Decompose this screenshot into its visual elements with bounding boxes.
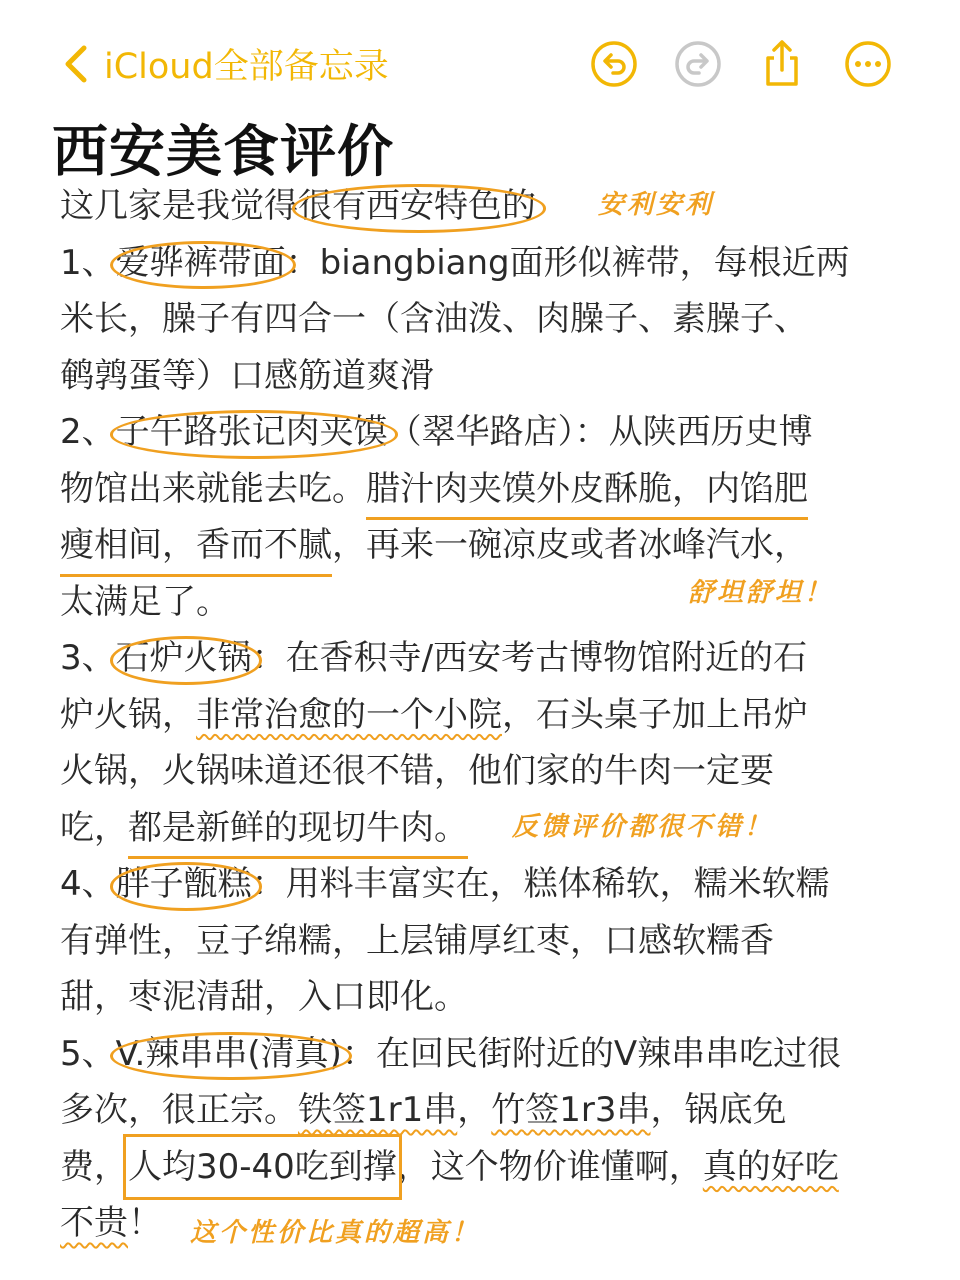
chevron-left-icon xyxy=(62,42,90,86)
item4-name: 胖子甑糕 xyxy=(116,856,252,913)
item3-text: ：在香积寺/西安考古博物馆附近的石 xyxy=(251,638,808,678)
redo-button[interactable] xyxy=(672,38,724,90)
item3-text: ，石头桌子加上吊炉 xyxy=(502,694,808,735)
item1-name: 爱骅裤带面 xyxy=(116,235,286,292)
undo-button[interactable] xyxy=(588,38,640,90)
item5-text: ， xyxy=(457,1090,492,1130)
item2-line3 xyxy=(60,517,910,574)
item1-line3: 鹌鹑蛋等）口感筋道爽滑 xyxy=(60,355,434,396)
item5-boxed: 人均30-40吃到撑 xyxy=(128,1139,397,1196)
item2-text: （翠华路店）：从陕西历史博 xyxy=(387,412,813,452)
item5-line2 xyxy=(60,1082,910,1139)
item5-wavy: 真的好吃 xyxy=(702,1146,839,1187)
item3-line2 xyxy=(60,687,910,744)
item1-line1 xyxy=(60,235,910,292)
item2-line2 xyxy=(60,461,910,518)
item5-text: ，这个物价谁懂啊， xyxy=(396,1146,703,1187)
item1-text: ：biangbiang面形似裤带，每根近两 xyxy=(285,242,850,283)
note-body[interactable] xyxy=(60,178,910,1252)
item2-number: 2、 xyxy=(60,412,116,452)
item5-text: ：在回民街附近的V辣串串吃过很 xyxy=(341,1033,842,1074)
more-icon xyxy=(842,38,894,90)
annotation-3: 反馈评价都很不错！ xyxy=(512,812,774,842)
item5-line3 xyxy=(60,1139,910,1196)
item1-line2: 米长，臊子有四合一（含油泼、肉臊子、素臊子、 xyxy=(60,299,808,339)
annotation-1: 安利安利 xyxy=(598,190,715,220)
share-icon xyxy=(756,38,808,90)
item3-text: 炉火锅， xyxy=(60,694,196,735)
back-label: iCloud全部备忘录 xyxy=(104,47,389,87)
note-toolbar xyxy=(0,0,960,120)
item3-wavy: 非常治愈的一个小院 xyxy=(196,694,502,735)
item2-name: 子午路张记肉夹馍 xyxy=(116,404,388,461)
item4-text: ：用料丰富实在，糕体稀软，糯米软糯 xyxy=(251,864,830,904)
item4-line2: 有弹性，豆子绵糯，上层铺厚红枣，口感软糯香 xyxy=(60,920,774,961)
back-button[interactable] xyxy=(62,36,389,92)
intro-line xyxy=(60,178,910,235)
item5-line4 xyxy=(60,1195,910,1252)
item4-number: 4、 xyxy=(60,864,116,904)
item5-text: ，锅底免 xyxy=(650,1090,787,1130)
item5-wavy: 铁签1r1串 xyxy=(298,1090,458,1130)
item5-number: 5、 xyxy=(60,1033,116,1074)
intro-highlight: 很有西安特色的 xyxy=(298,178,536,235)
note-title[interactable]: 西安美食评价 xyxy=(52,120,394,185)
item3-line1 xyxy=(60,630,910,687)
more-button[interactable] xyxy=(842,38,894,90)
item2-line1 xyxy=(60,404,910,461)
annotation-4: 这个性价比真的超高！ xyxy=(190,1218,481,1248)
item5-text: ！ xyxy=(128,1203,162,1243)
item4-line1 xyxy=(60,856,910,913)
annotation-2: 舒坦舒坦！ xyxy=(688,578,834,608)
item5-wavy: 竹签1r3串 xyxy=(491,1090,651,1130)
undo-icon xyxy=(588,38,640,90)
item3-underline: 都是新鲜的现切牛肉。 xyxy=(128,800,468,860)
item3-name: 石炉火锅 xyxy=(116,630,252,687)
item2-line4: 太满足了。 xyxy=(60,581,230,622)
item3-line3: 火锅，火锅味道还很不错，他们家的牛肉一定要 xyxy=(60,751,774,791)
item1-number: 1、 xyxy=(60,242,116,283)
redo-icon xyxy=(672,38,724,90)
item5-line1 xyxy=(60,1026,910,1083)
item3-line4 xyxy=(60,800,910,857)
item2-underline: 瘦相间，香而不腻 xyxy=(60,517,332,577)
item2-text: 物馆出来就能去吃。 xyxy=(60,468,366,509)
item2-underline: 腊汁肉夹馍外皮酥脆，内馅肥 xyxy=(366,461,808,521)
share-button[interactable] xyxy=(756,38,808,90)
item3-number: 3、 xyxy=(60,638,116,678)
item2-text: ，再来一碗凉皮或者冰峰汽水， xyxy=(332,525,808,565)
item4-line3: 甜，枣泥清甜，入口即化。 xyxy=(60,977,468,1017)
item5-text: 费， xyxy=(60,1146,128,1187)
intro-text: 这几家是我觉得 xyxy=(60,186,298,226)
item5-text: 多次，很正宗。 xyxy=(60,1090,298,1130)
item3-text: 吃， xyxy=(60,807,128,848)
item5-wavy: 不贵 xyxy=(60,1203,128,1243)
item5-name: V.辣串串(清真) xyxy=(116,1026,342,1083)
